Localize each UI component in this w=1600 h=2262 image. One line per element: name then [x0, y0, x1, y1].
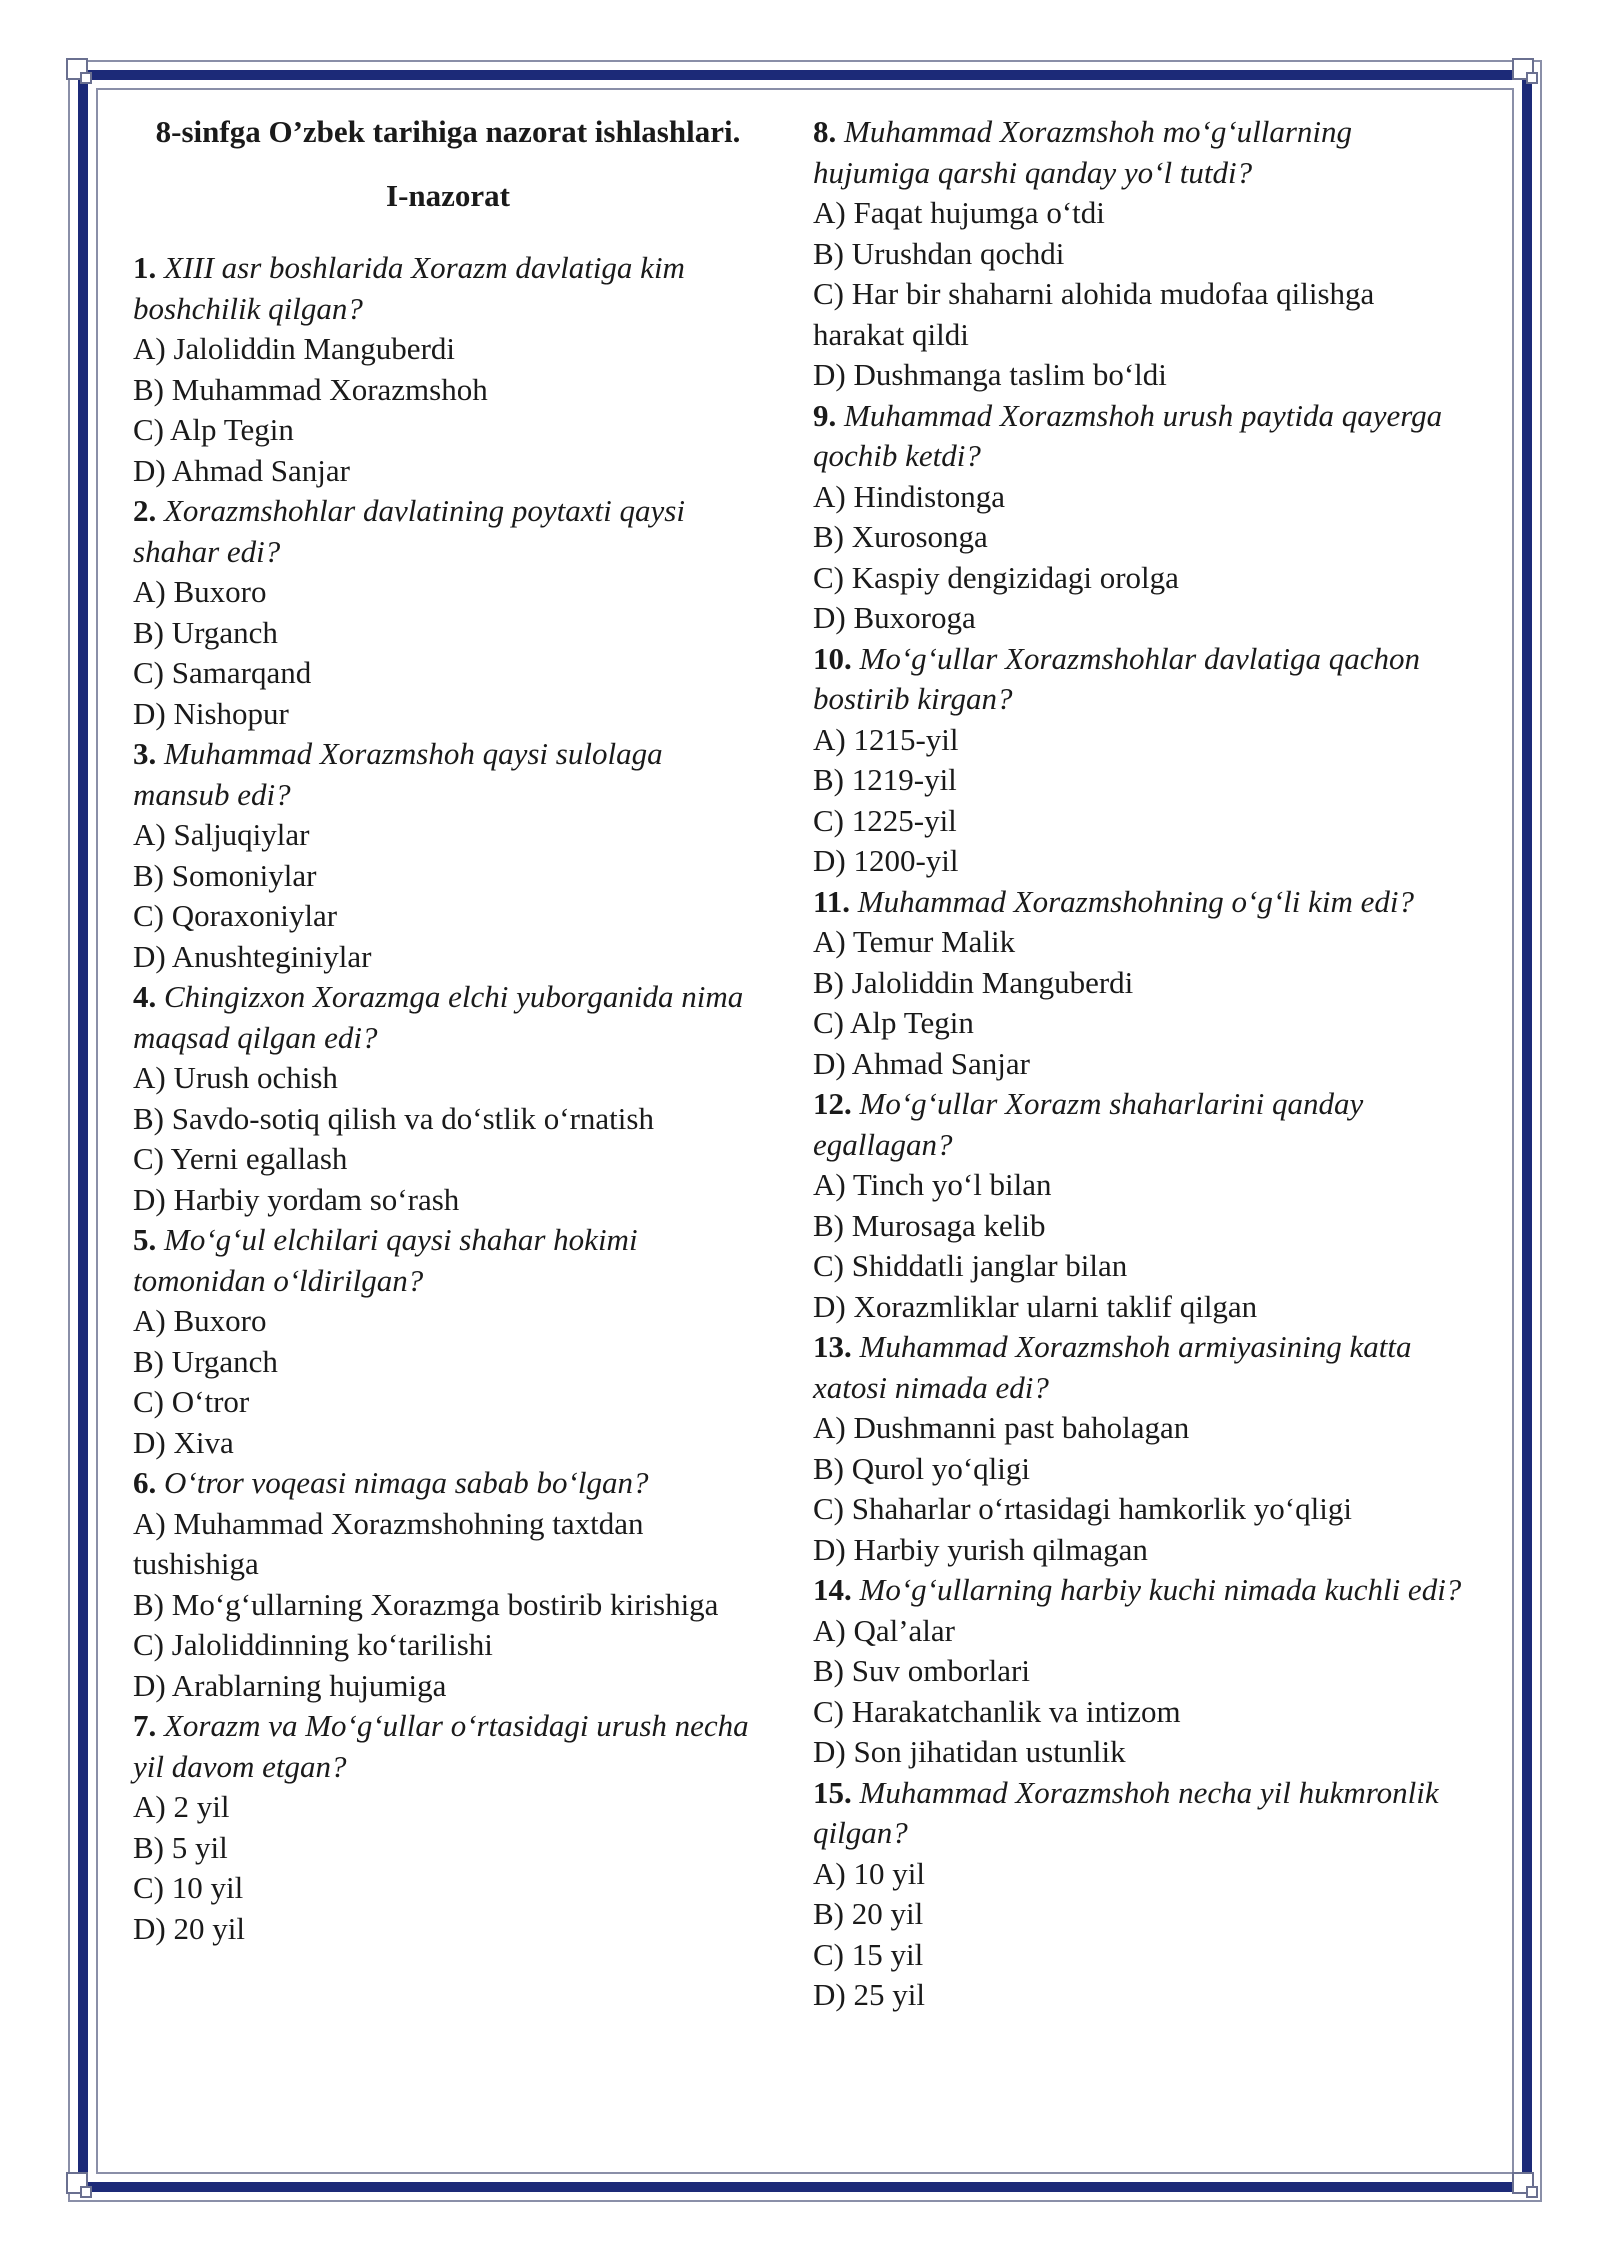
answer-option: C) Yerni egallash — [133, 1141, 348, 1176]
answer-option: A) Jaloliddin Manguberdi — [133, 331, 456, 366]
question-text — [813, 1327, 1473, 1408]
question-number: 12. — [813, 1086, 852, 1121]
answer-option: D) Xorazmliklar ularni taklif qilgan — [813, 1288, 1258, 1324]
question-block — [133, 1463, 763, 1706]
question-number: 14. — [813, 1572, 852, 1607]
question-number: 3. — [133, 736, 157, 771]
question-prompt: Muhammad Xorazmshoh qaysi sulolaga mansub edi? — [133, 736, 663, 812]
answer-option: C) Alp Tegin — [813, 1005, 974, 1040]
left-column — [133, 112, 763, 2016]
question-text — [813, 112, 1473, 193]
answer-option: C) Har bir shaharni alohida mudofaa qilishga harakat qildi — [813, 276, 1375, 352]
answer-option: C) Harakatchanlik va intizom — [813, 1693, 1181, 1729]
answer-option: C) Shiddatli janglar bilan — [813, 1248, 1128, 1283]
question-number: 7. — [133, 1708, 157, 1743]
question-block — [133, 248, 763, 491]
answer-option: D) Xiva — [133, 1424, 234, 1460]
question-prompt: XIII asr boshlarida Xorazm davlatiga kim boshchilik qilgan? — [133, 250, 685, 326]
question-text — [133, 491, 763, 572]
question-list-left — [133, 248, 763, 1949]
corner-ornament-top-left — [62, 54, 102, 94]
answer-option: D) Arablarning hujumiga — [133, 1667, 447, 1703]
question-text — [133, 1463, 763, 1504]
question-text — [133, 1220, 763, 1301]
answer-option: C) O‘tror — [133, 1384, 250, 1419]
question-text — [813, 1773, 1473, 1854]
question-block — [813, 639, 1473, 882]
answer-option: B) 20 yil — [813, 1896, 924, 1931]
corner-ornament-bottom-left — [62, 2168, 102, 2208]
answer-option: D) 20 yil — [133, 1910, 245, 1946]
question-number: 6. — [133, 1465, 157, 1500]
question-block — [813, 1570, 1473, 1773]
question-prompt: Xorazmshohlar davlatining poytaxti qaysi shahar edi? — [133, 493, 685, 569]
answer-option: A) Dushmanni past baholagan — [813, 1410, 1190, 1445]
answer-option: C) 15 yil — [813, 1936, 924, 1972]
answer-option: C) Jaloliddinning ko‘tarilishi — [133, 1627, 493, 1662]
answer-option: A) 2 yil — [133, 1789, 230, 1824]
answer-option: A) Saljuqiylar — [133, 817, 310, 852]
question-prompt: Mo‘g‘ul elchilari qaysi shahar hokimi tomonidan o‘ldirilgan? — [133, 1222, 638, 1298]
answer-option: B) Urushdan qochdi — [813, 235, 1065, 271]
answer-option: D) Buxoroga — [813, 600, 976, 635]
answer-option: B) Murosaga kelib — [813, 1207, 1046, 1243]
answer-option: D) Nishopur — [133, 695, 289, 731]
answer-option: A) 1215-yil — [813, 721, 959, 757]
question-prompt: Muhammad Xorazmshoh armiyasining katta xatosi nimada edi? — [813, 1329, 1412, 1405]
question-number: 9. — [813, 397, 837, 433]
question-block — [133, 977, 763, 1220]
answer-option: A) 10 yil — [813, 1855, 925, 1891]
question-text — [813, 1084, 1473, 1165]
answer-option: A) Qal’alar — [813, 1612, 955, 1648]
document-subtitle: I-nazorat — [386, 178, 510, 213]
answer-option: B) 1219-yil — [813, 762, 957, 797]
answer-option: C) Samarqand — [133, 655, 312, 690]
question-prompt: Muhammad Xorazmshoh necha yil hukmronlik qilgan? — [813, 1774, 1439, 1850]
question-number: 5. — [133, 1222, 157, 1257]
question-text — [133, 977, 763, 1058]
answer-option: A) Tinch yo‘l bilan — [813, 1167, 1052, 1202]
answer-option: C) 10 yil — [133, 1870, 244, 1905]
question-block — [133, 1220, 763, 1463]
question-block — [133, 734, 763, 977]
answer-option: B) Xurosonga — [813, 519, 988, 554]
question-block — [813, 1327, 1473, 1570]
question-number: 15. — [813, 1774, 852, 1810]
question-text — [813, 882, 1473, 923]
answer-option: A) Hindistonga — [813, 478, 1006, 514]
answer-option: B) Urganch — [133, 614, 278, 650]
answer-option: C) Kaspiy dengizidagi orolga — [813, 559, 1179, 595]
question-prompt: Mo‘g‘ullarning harbiy kuchi nimada kuchli edi? — [859, 1572, 1462, 1607]
question-number: 4. — [133, 979, 157, 1014]
answer-option: D) Dushmanga taslim bo‘ldi — [813, 357, 1167, 392]
question-prompt: Mo‘g‘ullar Xorazmshohlar davlatiga qachon bostirib kirgan? — [813, 640, 1421, 716]
answer-option: B) Muhammad Xorazmshoh — [133, 371, 488, 407]
answer-option: A) Faqat hujumga o‘tdi — [813, 195, 1105, 230]
question-list-right — [813, 112, 1473, 2016]
document-content — [133, 112, 1473, 2016]
corner-ornament-bottom-right — [1508, 2168, 1548, 2208]
question-number: 8. — [813, 114, 837, 149]
question-block — [813, 1773, 1473, 2016]
answer-option: C) Shaharlar o‘rtasidagi hamkorlik yo‘qligi — [813, 1491, 1352, 1526]
right-column — [813, 112, 1473, 2016]
answer-option: D) Ahmad Sanjar — [133, 452, 350, 488]
question-prompt: Muhammad Xorazmshoh mo‘g‘ullarning hujumiga qarshi qanday yo‘l tutdi? — [813, 114, 1353, 190]
answer-option: C) Alp Tegin — [133, 412, 294, 447]
question-prompt: Muhammad Xorazmshohning o‘g‘li kim edi? — [857, 883, 1415, 919]
question-number: 2. — [133, 493, 157, 528]
question-block — [133, 491, 763, 734]
answer-option: B) Mo‘g‘ullarning Xorazmga bostirib kirishiga — [133, 1586, 719, 1622]
answer-option: A) Urush ochish — [133, 1060, 338, 1095]
question-prompt: Chingizxon Xorazmga elchi yuborganida nima maqsad qilgan edi? — [133, 979, 744, 1055]
document-title: 8-sinfga O’zbek tarihiga nazorat ishlashlari. — [155, 114, 741, 149]
question-text — [133, 248, 763, 329]
question-number: 1. — [133, 250, 157, 285]
question-block — [133, 1706, 763, 1949]
question-block — [813, 396, 1473, 639]
question-block — [813, 1084, 1473, 1327]
answer-option: D) Anushteginiylar — [133, 938, 372, 974]
question-number: 10. — [813, 640, 852, 676]
question-block — [813, 882, 1473, 1085]
question-prompt: O‘tror voqeasi nimaga sabab bo‘lgan? — [164, 1465, 649, 1500]
answer-option: B) Qurol yo‘qligi — [813, 1450, 1030, 1486]
answer-option: B) Somoniylar — [133, 857, 317, 893]
question-text — [813, 1570, 1473, 1611]
answer-option: B) Urganch — [133, 1343, 278, 1379]
answer-option: C) Qoraxoniylar — [133, 898, 338, 933]
question-text — [813, 639, 1473, 720]
question-block — [813, 112, 1473, 396]
answer-option: D) Son jihatidan ustunlik — [813, 1734, 1126, 1769]
answer-option: D) Ahmad Sanjar — [813, 1045, 1030, 1081]
answer-option: A) Buxoro — [133, 1303, 267, 1338]
answer-option: B) Jaloliddin Manguberdi — [813, 964, 1134, 1000]
answer-option: A) Temur Malik — [813, 924, 1016, 959]
question-text — [133, 1706, 763, 1787]
answer-option: D) Harbiy yordam so‘rash — [133, 1181, 460, 1217]
answer-option: D) Harbiy yurish qilmagan — [813, 1531, 1148, 1567]
question-prompt: Xorazm va Mo‘g‘ullar o‘rtasidagi urush necha yil davom etgan? — [133, 1708, 749, 1784]
answer-option: B) Savdo-sotiq qilish va do‘stlik o‘rnatish — [133, 1100, 654, 1136]
question-number: 13. — [813, 1329, 852, 1364]
answer-option: A) Buxoro — [133, 574, 267, 609]
question-prompt: Muhammad Xorazmshoh urush paytida qayerga qochib ketdi? — [813, 397, 1443, 473]
answer-option: D) 1200-yil — [813, 843, 959, 878]
answer-option: B) Suv omborlari — [813, 1653, 1030, 1688]
answer-option: D) 25 yil — [813, 1977, 925, 2012]
question-text — [813, 396, 1473, 477]
answer-option: C) 1225-yil — [813, 802, 957, 838]
question-text — [133, 734, 763, 815]
question-prompt: Mo‘g‘ullar Xorazm shaharlarini qanday egallagan? — [813, 1086, 1364, 1162]
corner-ornament-top-right — [1508, 54, 1548, 94]
answer-option: A) Muhammad Xorazmshohning taxtdan tushishiga — [133, 1505, 644, 1581]
question-number: 11. — [813, 883, 851, 919]
answer-option: B) 5 yil — [133, 1829, 228, 1865]
